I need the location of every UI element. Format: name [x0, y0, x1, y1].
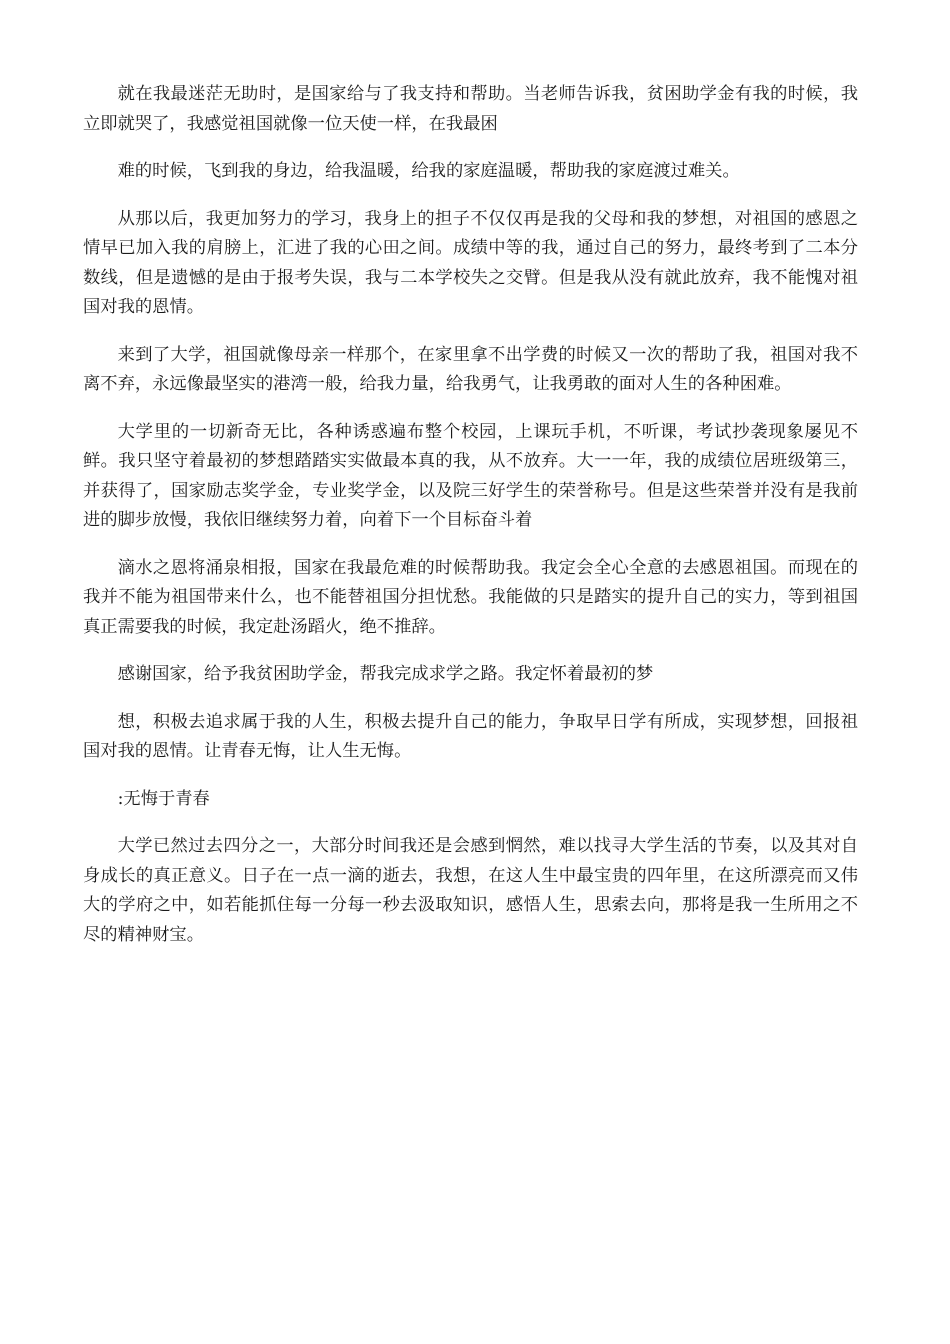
document-body [83, 80, 858, 968]
paragraph-8: 想，积极去追求属于我的人生，积极去提升自己的能力，争取早日学有所成，实现梦想，回报祖国对我的恩情。让青春无悔，让人生无悔。 [83, 711, 858, 761]
paragraph-7: 感谢国家，给予我贫困助学金，帮我完成求学之路。我定怀着最初的梦 [117, 664, 654, 684]
paragraph-6: 滴水之恩将涌泉相报，国家在我最危难的时候帮助我。我定会全心全意的去感恩祖国。而现在的我并不能为祖国带来什么，也不能替祖国分担忧愁。我能做的只是踏实的提升自己的实力，等到祖国真正需要我的时候，我定赴汤蹈火，绝不推辞。 [83, 557, 858, 637]
paragraph-10: 大学已然过去四分之一，大部分时间我还是会感到惘然，难以找寻大学生活的节奏，以及其对自身成长的真正意义。日子在一点一滴的逝去，我想，在这人生中最宝贵的四年里，在这所漂亮而又伟大的学府之中，如若能抓住每一分每一秒去汲取知识，感悟人生，思索去向，那将是我一生所用之不尽的精神财宝。 [83, 836, 858, 945]
paragraph-5: 大学里的一切新奇无比，各种诱惑遍布整个校园，上课玩手机，不听课，考试抄袭现象屡见不鲜。我只坚守着最初的梦想踏踏实实做最本真的我，从不放弃。大一一年，我的成绩位居班级第三，并获得了，国家励志奖学金，专业奖学金，以及院三好学生的荣誉称号。但是这些荣誉并没有是我前进的脚步放慢，我依旧继续努力着，向着下一个目标奋斗着 [83, 421, 858, 530]
paragraph-2: 难的时候，飞到我的身边，给我温暖，给我的家庭温暖，帮助我的家庭渡过难关。 [117, 161, 740, 181]
paragraph-4: 来到了大学，祖国就像母亲一样那个，在家里拿不出学费的时候又一次的帮助了我，祖国对我不离不弃，永远像最坚实的港湾一般，给我力量，给我勇气，让我勇敢的面对人生的各种困难。 [83, 344, 858, 394]
section-heading: :无悔于青春 [117, 788, 210, 809]
paragraph-1: 就在我最迷茫无助时，是国家给与了我支持和帮助。当老师告诉我，贫困助学金有我的时候，我立即就哭了，我感觉祖国就像一位天使一样，在我最困 [83, 84, 858, 134]
paragraph-3: 从那以后，我更加努力的学习，我身上的担子不仅仅再是我的父母和我的梦想，对祖国的感恩之情早已加入我的肩膀上，汇进了我的心田之间。成绩中等的我，通过自己的努力，最终考到了二本分数线，但是遗憾的是由于报考失误，我与二本学校失之交臂。但是我从没有就此放弃，我不能愧对祖国对我的恩情。 [83, 208, 858, 317]
